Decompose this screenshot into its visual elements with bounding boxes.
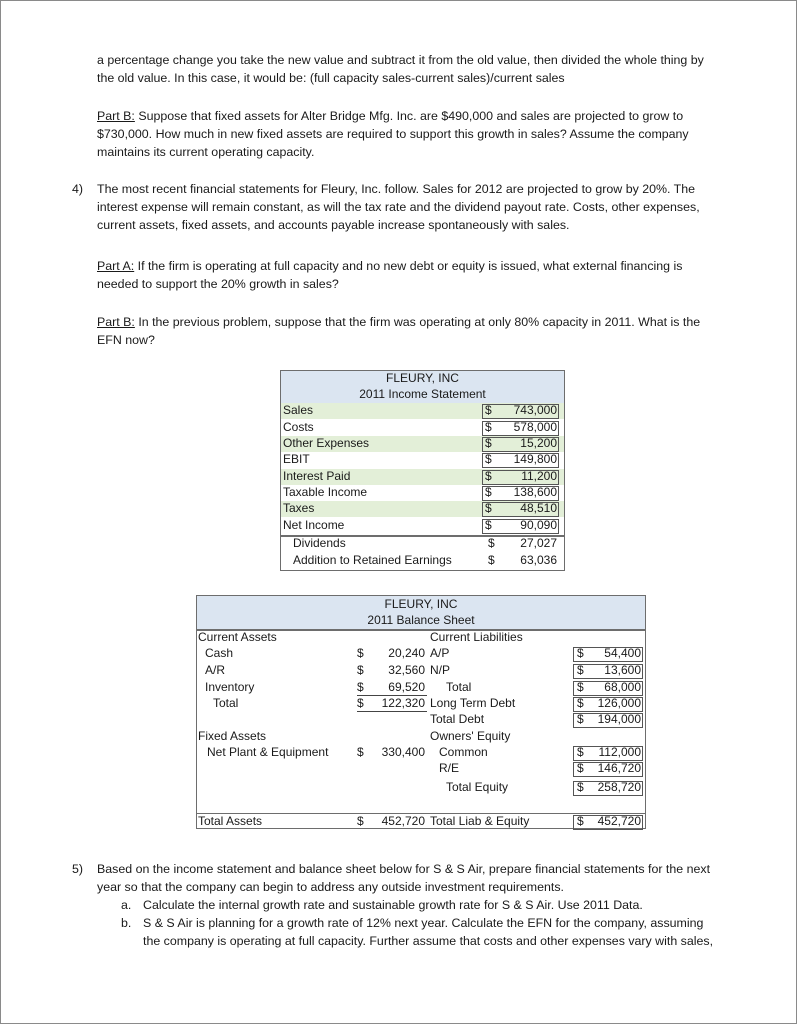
income-row-currency: $ bbox=[485, 420, 492, 434]
income-row-currency: $ bbox=[488, 536, 495, 550]
income-row-currency: $ bbox=[485, 436, 492, 450]
total-cl-value-cur: $ bbox=[577, 680, 584, 694]
income-row-label: Costs bbox=[283, 420, 314, 434]
q4-part-a-line-2: needed to support the 20% growth in sales? bbox=[97, 277, 339, 291]
income-row-value: 15,200 bbox=[520, 436, 557, 450]
q5-a-label: a. bbox=[121, 898, 132, 912]
income-row-value: 11,200 bbox=[521, 469, 557, 483]
total-ca-label: Total bbox=[213, 696, 239, 710]
total-assets-value: 452,720 bbox=[381, 814, 425, 828]
total-assets-label: Total Assets bbox=[198, 814, 263, 828]
total-cl-label: Total bbox=[446, 680, 472, 694]
income-row-value: 578,000 bbox=[513, 420, 557, 434]
owners-equity-label: Owners' Equity bbox=[430, 729, 511, 743]
q3-part-b bbox=[97, 107, 683, 125]
q4-number: 4) bbox=[72, 182, 84, 196]
q5-a-text: Calculate the internal growth rate and sustainable growth rate for S & S Air. Use 2011 Data. bbox=[143, 898, 643, 912]
np-value-cur: $ bbox=[577, 663, 584, 677]
common-value: 112,000 bbox=[598, 745, 641, 759]
total-debt-value: 194,000 bbox=[597, 712, 641, 726]
income-row-currency: $ bbox=[485, 485, 492, 499]
total-ca-cur-symbol: $ bbox=[357, 696, 364, 710]
q4-line-3: current assets, fixed assets, and accounts payable increase spontaneously with sales. bbox=[97, 218, 570, 232]
income-row-currency: $ bbox=[485, 452, 492, 466]
income-title: 2011 Income Statement bbox=[359, 387, 486, 401]
q4-part-a-label: Part A: bbox=[97, 259, 135, 273]
income-row-label: Interest Paid bbox=[283, 469, 351, 483]
q5-b-line-1: S & S Air is planning for a growth rate of 12% next year. Calculate the EFN for the company, assuming bbox=[143, 916, 704, 930]
income-row-currency: $ bbox=[485, 501, 492, 515]
fixed-assets-label: Fixed Assets bbox=[198, 729, 267, 743]
q4-part-b bbox=[97, 313, 700, 331]
ltd-label: Long Term Debt bbox=[430, 696, 516, 710]
q4-part-a-line-1: If the firm is operating at full capacity and no new debt or equity is issued, what external financing is bbox=[134, 259, 683, 273]
income-row-label: Other Expenses bbox=[283, 436, 370, 450]
npe-value: 330,400 bbox=[381, 745, 425, 759]
q5-line-2: year so that the company can begin to address any outside investment requirements. bbox=[97, 880, 564, 894]
total-equity-value-cur: $ bbox=[577, 780, 584, 794]
income-row-label: Net Income bbox=[283, 518, 345, 532]
income-row-currency: $ bbox=[485, 403, 492, 417]
q4-part-b-line-2: EFN now? bbox=[97, 333, 155, 347]
ap-label: A/P bbox=[430, 646, 450, 660]
income-row-value: 149,800 bbox=[513, 452, 557, 466]
balance-company: FLEURY, INC bbox=[384, 597, 458, 611]
ar-value: 32,560 bbox=[388, 663, 425, 677]
income-company: FLEURY, INC bbox=[386, 371, 459, 385]
cash-value: 20,240 bbox=[388, 646, 425, 660]
total-assets-cur: $ bbox=[357, 814, 364, 828]
inventory-value: 69,520 bbox=[388, 680, 425, 694]
income-row-value: 63,036 bbox=[520, 553, 557, 567]
common-label: Common bbox=[439, 745, 488, 759]
income-row-label: EBIT bbox=[283, 452, 310, 466]
total-le-value: 452,720 bbox=[597, 814, 641, 828]
total-debt-value-cur: $ bbox=[577, 712, 584, 726]
q5-number: 5) bbox=[72, 862, 84, 876]
inventory-cur-symbol: $ bbox=[357, 680, 364, 694]
q4-part-a bbox=[97, 257, 682, 275]
balance-title: 2011 Balance Sheet bbox=[367, 613, 475, 627]
common-value-cur: $ bbox=[577, 745, 584, 759]
income-row-label: Taxes bbox=[283, 501, 315, 515]
total-ca-value: 122,320 bbox=[381, 696, 425, 710]
current-assets-label: Current Assets bbox=[198, 630, 277, 644]
ltd-value-cur: $ bbox=[577, 696, 584, 710]
intro-line-2: the old value. In this case, it would be: (full capacity sales-current sales)/current sales bbox=[97, 71, 565, 85]
q3-part-b-line-3: maintains its current operating capacity. bbox=[97, 145, 315, 159]
income-row-value: 27,027 bbox=[520, 536, 557, 550]
np-value: 13,600 bbox=[604, 663, 641, 677]
intro-line-1: a percentage change you take the new value and subtract it from the old value, then divided the whole thing by bbox=[97, 53, 704, 67]
income-row-label: Sales bbox=[283, 403, 314, 417]
q3-part-b-label: Part B: bbox=[97, 109, 135, 123]
total-equity-label: Total Equity bbox=[446, 780, 509, 794]
q4-line-2: interest expense will remain constant, as will the tax rate and the dividend payout rate. Costs, other expenses, bbox=[97, 200, 700, 214]
income-row-value: 90,090 bbox=[520, 518, 557, 532]
np-label: N/P bbox=[430, 663, 451, 677]
npe-label: Net Plant & Equipment bbox=[207, 745, 329, 759]
income-row-label: Addition to Retained Earnings bbox=[293, 553, 452, 567]
re-value-cur: $ bbox=[577, 761, 584, 775]
income-row-currency: $ bbox=[488, 553, 495, 567]
total-cl-value: 68,000 bbox=[604, 680, 641, 694]
total-debt-label: Total Debt bbox=[430, 712, 485, 726]
q5-line-1: Based on the income statement and balance sheet below for S & S Air, prepare financial statements for the next bbox=[97, 862, 711, 876]
total-le-label: Total Liab & Equity bbox=[430, 814, 530, 828]
q3-part-b-line-2: $730,000. How much in new fixed assets are required to support this growth in sales? Assume the company bbox=[97, 127, 689, 141]
income-row-value: 48,510 bbox=[520, 501, 557, 515]
income-row-value: 743,000 bbox=[513, 403, 557, 417]
ap-value: 54,400 bbox=[604, 646, 641, 660]
income-row-currency: $ bbox=[485, 469, 492, 483]
q5-b-label: b. bbox=[121, 916, 132, 930]
ltd-value: 126,000 bbox=[597, 696, 641, 710]
cash-label: Cash bbox=[205, 646, 234, 660]
q3-part-b-line-1: Suppose that fixed assets for Alter Bridge Mfg. Inc. are $490,000 and sales are projected to grow to bbox=[134, 109, 684, 123]
npe-cur: $ bbox=[357, 745, 364, 759]
q4-line-1: The most recent financial statements for Fleury, Inc. follow. Sales for 2012 are projected to grow by 20%. The bbox=[97, 182, 696, 196]
re-value: 146,720 bbox=[597, 761, 641, 775]
q4-part-b-label: Part B: bbox=[97, 315, 135, 329]
inventory-label: Inventory bbox=[205, 680, 255, 694]
ar-cur: $ bbox=[357, 663, 364, 677]
cash-cur: $ bbox=[357, 646, 364, 660]
income-row-label: Dividends bbox=[293, 536, 346, 550]
income-row-label: Taxable Income bbox=[283, 485, 368, 499]
current-liabilities-label: Current Liabilities bbox=[430, 630, 523, 644]
q5-b-line-2: the company is operating at full capacity. Further assume that costs and other expenses vary with sales, bbox=[143, 934, 714, 948]
ar-label: A/R bbox=[205, 663, 226, 677]
income-row-value: 138,600 bbox=[513, 485, 557, 499]
income-row-currency: $ bbox=[485, 518, 492, 532]
re-label: R/E bbox=[439, 761, 460, 775]
ap-value-cur: $ bbox=[577, 646, 584, 660]
total-le-value-cur: $ bbox=[577, 814, 584, 828]
q4-part-b-line-1: In the previous problem, suppose that the firm was operating at only 80% capacity in 2011. What is the bbox=[134, 315, 701, 329]
total-equity-value: 258,720 bbox=[597, 780, 641, 794]
